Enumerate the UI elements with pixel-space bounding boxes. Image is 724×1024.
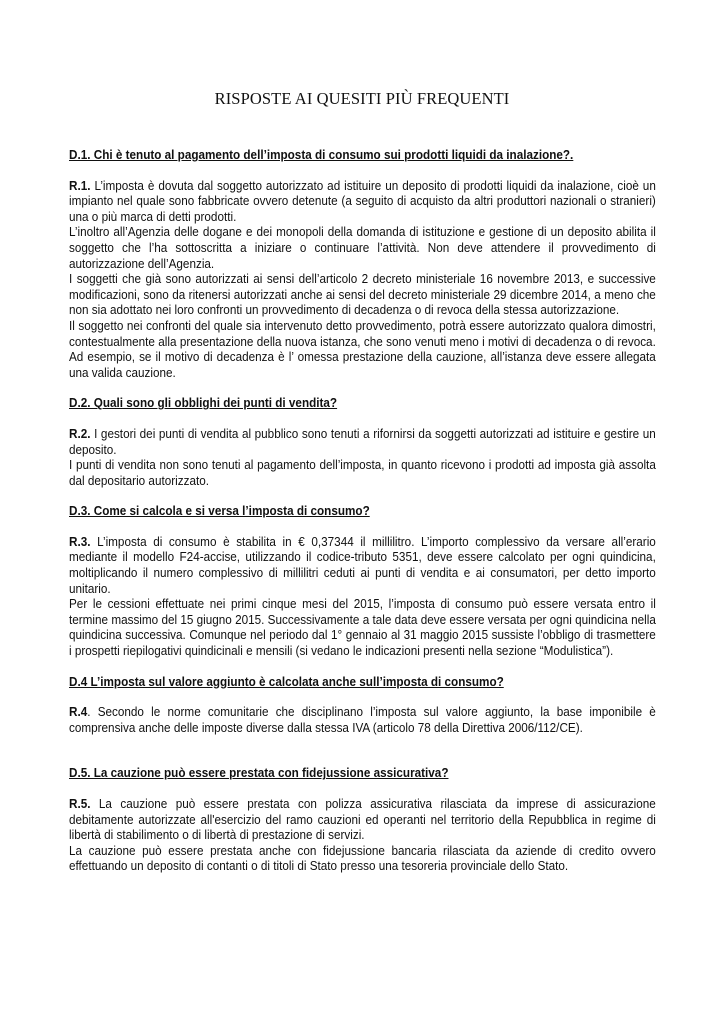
faq-question: D.2. Quali sono gli obblighi dei punti di vendita? [69,396,338,411]
faq-question: D.3. Come si calcola e si versa l’imposta di consumo? [69,504,370,519]
faq-answer-paragraph: I punti di vendita non sono tenuti al pagamento dell’imposta, in quanto ricevono i prodotti ad imposta già assolta dal depositario autorizzato. [69,458,656,488]
faq-content [69,148,656,875]
faq-section-5 [69,766,656,875]
faq-answer-paragraph: R.3. L’imposta di consumo è stabilita in € 0,37344 il millilitro. L’importo complessivo da versare all’erario mediante il modello F24-accise, utilizzando il codice-tributo 5351, deve essere calcolato per ogni quindicina, moltiplicando il numero complessivo di millilitri ceduti ai punti di vendita e ai consumatori, per detto importo unitario. [69,534,656,596]
faq-answer-paragraph: R.5. La cauzione può essere prestata con polizza assicurativa rilasciata da imprese di assicurazione debitamente autorizzate all'esercizio del ramo cauzioni ed operanti nel territorio della Repubblica in regime di libertà di stabilimento o di libertà di prestazione di servizi. [69,797,656,843]
faq-answer-paragraph: R.4. Secondo le norme comunitarie che disciplinano l’imposta sul valore aggiunto, la base imponibile è comprensiva anche delle imposte diverse dalla stessa IVA (articolo 78 della Direttiva 2006/112/CE). [69,705,656,735]
answer-label: R.4 [69,705,88,720]
faq-question: D.4 L’imposta sul valore aggiunto è calcolata anche sull’imposta di consumo? [69,674,504,689]
faq-answer-paragraph: R.2. I gestori dei punti di vendita al pubblico sono tenuti a rifornirsi da soggetti autorizzati ad istituire e gestire un deposito. [69,426,656,457]
answer-label: R.2. [69,426,91,441]
faq-section-2 [69,396,656,489]
answer-label: R.5. [69,797,91,811]
faq-question: D.5. La cauzione può essere prestata con fidejussione assicurativa? [69,766,449,781]
faq-answer-paragraph: Il soggetto nei confronti del quale sia intervenuto detto provvedimento, potrà essere autorizzato qualora dimostri, contestualmente alla presentazione della nuova istanza, che sono venuti meno i motivi di decadenza o di revoca. Ad esempio, se il motivo di decadenza è l’ omessa prestazione della cauzione, all’istanza deve essere allegata una valida cauzione. [69,318,656,380]
faq-answer-paragraph: Per le cessioni effettuate nei primi cinque mesi del 2015, l’imposta di consumo può essere versata entro il termine massimo del 15 giugno 2015. Successivamente a tale data deve essere versata per ogni quindicina nella quindicina successiva. Comunque nel periodo dal 1° gennaio al 31 maggio 2015 sussiste l’obbligo di trasmettere i prospetti riepilogativi quindicinali e mensili (si vedano le indicazioni presenti nella sezione “Modulistica”). [69,597,656,659]
faq-answer-paragraph: L’inoltro all’Agenzia delle dogane e dei monopoli della domanda di istituzione e gestione di un deposito abilita il soggetto che l’ha sottoscritta a iniziare o continuare l’attività. Non deve attendere il provvedimento di autorizzazione dell’Agenzia. [69,225,656,271]
page-title: RISPOSTE AI QUESITI PIÙ FREQUENTI [214,89,510,108]
faq-section-4 [69,675,656,737]
faq-section-1 [69,148,656,381]
faq-answer-paragraph: La cauzione può essere prestata anche con fidejussione bancaria rilasciata da aziende di credito ovvero effettuando un deposito di contanti o di titoli di Stato presso una tesoreria provinciale dello Stato. [69,843,656,874]
faq-answer-paragraph: I soggetti che già sono autorizzati ai sensi dell’articolo 2 decreto ministeriale 16 novembre 2013, e successive modificazioni, sono da ritenersi autorizzati anche ai sensi del decreto ministeriale 29 dicembre 2014, a meno che non sia adottato nei loro confronti un provvedimento di decadenza o di revoca della stessa autorizzazione. [69,272,656,318]
faq-answer-paragraph: R.1. L’imposta è dovuta dal soggetto autorizzato ad istituire un deposito di prodotti liquidi da inalazione, cioè un impianto nel quale sono fabbricate ovvero detenute (a seguito di acquisto da altri produttori nazionali o stranieri) una o più marca di detti prodotti. [69,178,656,224]
faq-section-3 [69,504,656,659]
faq-question: D.1. Chi è tenuto al pagamento dell’imposta di consumo sui prodotti liquidi da inalazione?. [69,148,574,162]
answer-label: R.3. [69,534,91,549]
answer-label: R.1. [69,178,91,193]
